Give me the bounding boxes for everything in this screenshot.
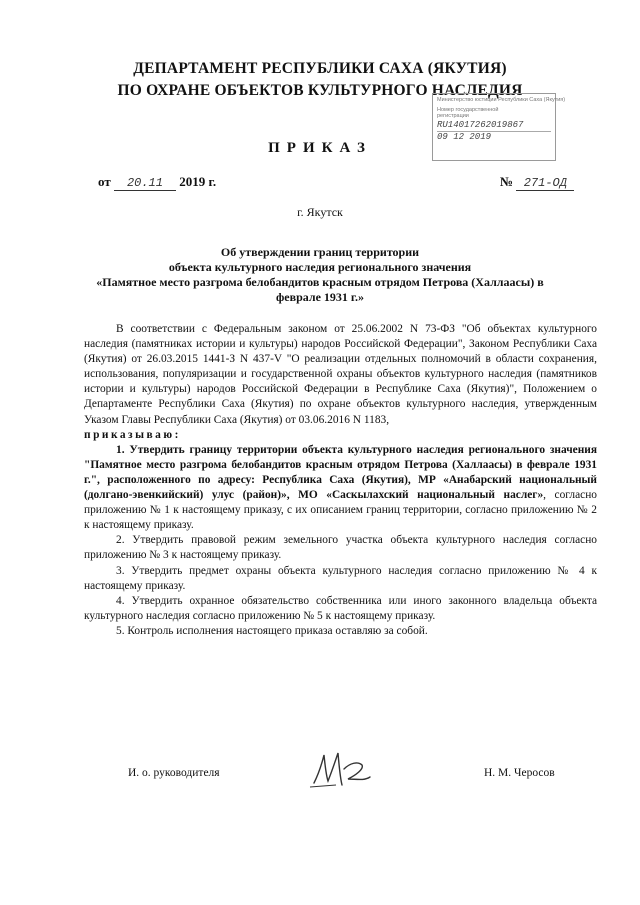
date-handwritten: 20.11 [114,176,176,191]
department-name-line1: ДЕПАРТАМЕНТ РЕСПУБЛИКИ САХА (ЯКУТИЯ) [133,60,507,77]
stamp-ministry: Министерство юстиции Республики Саха (Якутия) [437,97,566,103]
stamp-reg-number: RU14017262019867 [437,119,524,130]
document-date [98,174,216,191]
stamp-label-1: Номер государственной [437,106,499,113]
date-prefix: от [98,174,111,189]
order-item-4: 4. Утвердить охранное обязательство собственника или иного законного владельца объекта культурного наследия согласно приложению № 5 к настоящему приказу. [84,594,597,622]
order-item-3: 3. Утвердить предмет охраны объекта культурного наследия согласно приложению № 4 к настоящему приказу. [84,564,597,592]
subject-line-1: Об утверждении границ территории [220,245,420,259]
subject-line-3: «Памятное место разгрома белобандитов красным отрядом Петрова (Халлаасы) в феврале 1931 г.» [96,275,544,304]
signatory-name: Н. М. Черосов [484,767,555,779]
document-subject [84,245,556,305]
date-year: 2019 г. [179,174,217,189]
document-number [500,174,574,191]
number-handwritten: 271-ОД [516,176,574,191]
document-body [84,322,597,639]
order-word: приказываю: [84,428,181,441]
order-item-1-rest: , согласно приложению № 1 к настоящему приказу, с их описанием границ территории, согласно приложению № 2 к настоящему приказу. [84,489,597,532]
order-item-2: 2. Утвердить правовой режим земельного участка объекта культурного наследия согласно приложению № 3 к настоящему приказу. [84,534,597,562]
document-type: ПРИКАЗ [268,140,372,156]
stamp-label-2: регистрации [437,113,469,119]
preamble-paragraph: В соответствии с Федеральным законом от 25.06.2002 N 73-ФЗ "Об объектах культурного наследия (памятниках истории и культуры) народов Российской Федерации", Законом Республики Саха (Якутия) от 26.03.2015 1441-З N 437-V "О реализации отдельных полномочий в области сохранения, использования, популяризации и государственной охраны объектов культурного наследия (памятников истории и культуры) народов Российской Федерации в Республике Саха (Якутия)", Положением о Департаменте Республики Саха (Якутия) по охране объектов культурного наследия, утвержденным Указом Главы Республики Саха (Якутия) от 03.06.2016 N 1183, [84,323,597,426]
handwritten-signature [308,745,378,795]
subject-line-2: объекта культурного наследия регионального значения [168,260,472,274]
department-name-line2: ПО ОХРАНЕ ОБЪЕКТОВ КУЛЬТУРНОГО НАСЛЕДИЯ [117,82,523,99]
order-item-5: 5. Контроль исполнения настоящего приказа оставляю за собой. [116,624,428,637]
order-item-1-bold: 1. Утвердить границу территории объекта культурного наследия регионального значения "Памятное место разгрома белобандитов красным отрядом Петрова (Халлаасы) в феврале 1931 г.", расположенного по адресу: Республика Саха (Якутия), МР «Анабарский национальный (долгано-эвенкийский) улус (район)», МО «Саскылахский национальный наслег» [84,443,597,502]
document-place: г. Якутск [297,205,343,219]
order-item-1 [84,443,597,534]
stamp-reg-date: 09 12 2019 [437,131,551,143]
signature-position: И. о. руководителя [128,767,220,779]
number-prefix: № [500,174,514,189]
